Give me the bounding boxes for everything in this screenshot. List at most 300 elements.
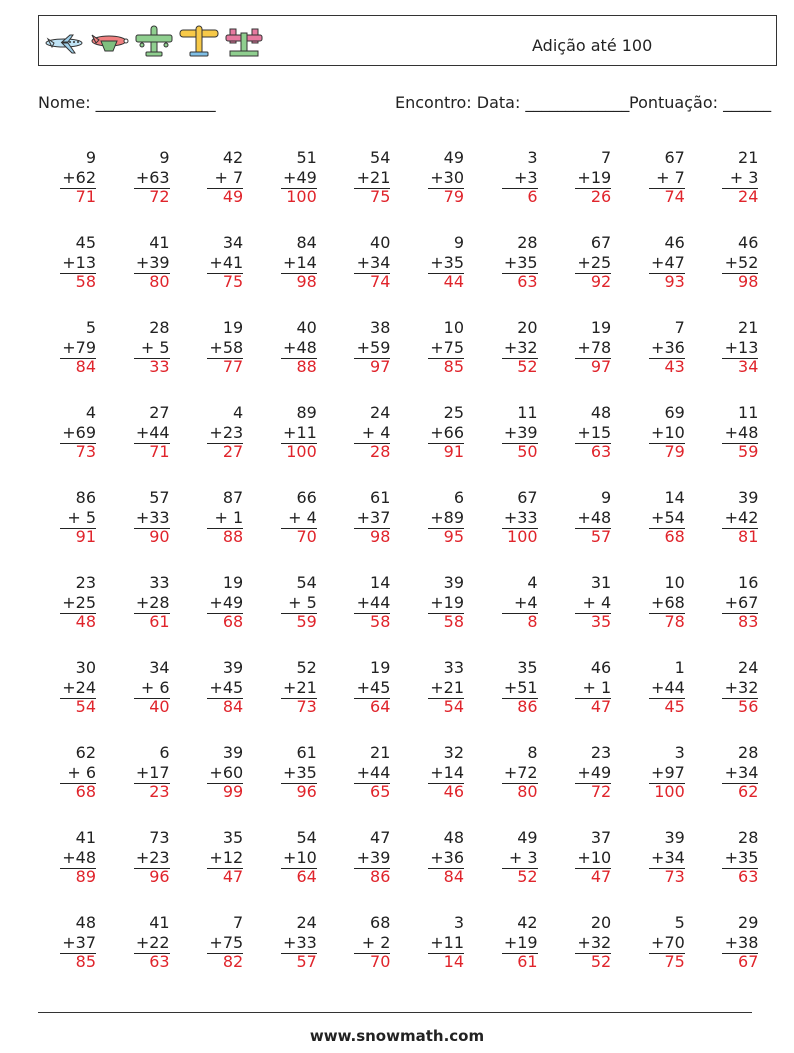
answer: 67 [738, 952, 759, 971]
answer: 65 [370, 782, 391, 801]
answer: 64 [296, 867, 317, 886]
first-addend: 68 [370, 913, 391, 932]
answer: 70 [370, 952, 391, 971]
answer: 63 [517, 272, 538, 291]
second-addend: +35 [283, 762, 317, 782]
answer: 74 [370, 272, 391, 291]
second-addend: +19 [577, 167, 612, 187]
first-addend: 42 [222, 148, 244, 167]
addition-problem [110, 403, 170, 462]
addition-problem [183, 573, 243, 632]
first-addend: 9 [159, 148, 170, 167]
second-addend: +36 [651, 337, 685, 357]
first-addend: 61 [370, 488, 391, 507]
second-addend: +63 [135, 167, 170, 187]
second-addend: +19 [430, 592, 464, 612]
sum-line [281, 188, 317, 189]
addition-problem [478, 148, 538, 207]
sum-line [60, 783, 96, 784]
second-addend: +10 [577, 847, 612, 867]
addition-problem [625, 828, 685, 887]
second-addend: +11 [430, 932, 464, 952]
addition-problem [183, 403, 243, 462]
answer: 28 [370, 442, 391, 461]
first-addend: 38 [370, 318, 391, 337]
first-addend: 33 [149, 573, 170, 592]
addition-problem [36, 658, 96, 717]
second-addend: +34 [356, 252, 391, 272]
addition-problem [698, 573, 758, 632]
addition-problem [36, 233, 96, 292]
answer: 26 [590, 187, 612, 206]
addition-problem [551, 318, 611, 377]
name-field: Nome: _______________ [38, 93, 216, 112]
footer-site: www.snowmath.com [309, 1027, 485, 1045]
sum-line [649, 698, 685, 699]
second-addend: +4 [514, 592, 538, 612]
second-addend: + 1 [214, 507, 244, 527]
second-addend: +75 [209, 932, 244, 952]
first-addend: 28 [738, 743, 759, 762]
sum-line [428, 188, 464, 189]
problem-row [38, 148, 772, 233]
addition-problem [625, 233, 685, 292]
sum-line [60, 698, 96, 699]
answer: 73 [296, 697, 317, 716]
second-addend: +14 [430, 762, 464, 782]
sum-line [575, 358, 611, 359]
answer: 44 [443, 272, 464, 291]
second-addend: +33 [503, 507, 538, 527]
second-addend: +51 [503, 677, 538, 697]
first-addend: 40 [370, 233, 391, 252]
addition-problem [625, 658, 685, 717]
second-addend: +44 [135, 422, 170, 442]
sum-line [502, 953, 538, 954]
first-addend: 21 [738, 148, 759, 167]
sum-line [281, 783, 317, 784]
second-addend: +44 [356, 762, 391, 782]
second-addend: +45 [209, 677, 244, 697]
first-addend: 39 [222, 743, 244, 762]
second-addend: +34 [651, 847, 685, 867]
answer: 63 [149, 952, 170, 971]
first-addend: 34 [149, 658, 170, 677]
answer: 48 [75, 612, 96, 631]
first-addend: 9 [85, 148, 96, 167]
sum-line [502, 698, 538, 699]
airplane-illustrations [42, 21, 267, 61]
sum-line [428, 868, 464, 869]
second-addend: + 5 [140, 337, 170, 357]
worksheet-title: Adição até 100 [532, 36, 653, 55]
addition-problem [478, 828, 538, 887]
sum-line [428, 273, 464, 274]
second-addend: +36 [430, 847, 464, 867]
addition-problem [257, 828, 317, 887]
second-addend: + 6 [140, 677, 170, 697]
answer: 63 [590, 442, 612, 461]
answer: 75 [222, 272, 244, 291]
answer: 91 [443, 442, 464, 461]
first-addend: 3 [453, 913, 464, 932]
first-addend: 24 [296, 913, 317, 932]
addition-problem [183, 233, 243, 292]
sum-line [575, 273, 611, 274]
second-addend: + 2 [361, 932, 391, 952]
answer: 58 [75, 272, 96, 291]
sum-line [60, 528, 96, 529]
answer: 47 [590, 867, 612, 886]
addition-problem [551, 403, 611, 462]
answer: 72 [590, 782, 612, 801]
first-addend: 89 [296, 403, 317, 422]
first-addend: 19 [222, 318, 244, 337]
airplane-green-icon [132, 21, 177, 61]
sum-line [575, 783, 611, 784]
answer: 54 [443, 697, 464, 716]
addition-problem [257, 743, 317, 802]
addition-problem [257, 403, 317, 462]
second-addend: +15 [577, 422, 612, 442]
answer: 45 [664, 697, 685, 716]
second-addend: + 7 [656, 167, 685, 187]
sum-line [428, 953, 464, 954]
addition-problem [183, 318, 243, 377]
second-addend: +23 [135, 847, 170, 867]
problem-row [38, 913, 772, 998]
addition-problem [404, 233, 464, 292]
answer: 88 [222, 527, 244, 546]
addition-problem [698, 658, 758, 717]
addition-problem [698, 233, 758, 292]
first-addend: 8 [527, 743, 538, 762]
addition-problem [257, 318, 317, 377]
sum-line [428, 613, 464, 614]
second-addend: +33 [135, 507, 170, 527]
addition-problem [330, 403, 390, 462]
addition-problem [183, 913, 243, 972]
first-addend: 9 [453, 233, 464, 252]
answer: 71 [149, 442, 170, 461]
second-addend: + 6 [67, 762, 96, 782]
first-addend: 27 [149, 403, 170, 422]
sum-line [575, 443, 611, 444]
answer: 86 [517, 697, 538, 716]
second-addend: +22 [135, 932, 170, 952]
second-addend: + 4 [361, 422, 391, 442]
addition-problem [330, 148, 390, 207]
sum-line [207, 273, 243, 274]
sum-line [354, 528, 390, 529]
addition-problem [330, 233, 390, 292]
problem-row [38, 743, 772, 828]
first-addend: 41 [75, 828, 96, 847]
answer: 100 [286, 187, 317, 206]
first-addend: 23 [590, 743, 612, 762]
first-addend: 39 [664, 828, 685, 847]
first-addend: 3 [674, 743, 685, 762]
sum-line [354, 868, 390, 869]
addition-problem [404, 148, 464, 207]
first-addend: 49 [443, 148, 464, 167]
answer: 75 [370, 187, 391, 206]
addition-problem [404, 488, 464, 547]
addition-problem [698, 318, 758, 377]
addition-problem [551, 658, 611, 717]
answer: 35 [590, 612, 612, 631]
answer: 98 [738, 272, 759, 291]
answer: 99 [222, 782, 244, 801]
second-addend: +34 [724, 762, 759, 782]
first-addend: 37 [590, 828, 612, 847]
answer: 47 [222, 867, 244, 886]
answer: 91 [75, 527, 96, 546]
answer: 46 [443, 782, 464, 801]
addition-problem [330, 488, 390, 547]
second-addend: + 1 [582, 677, 612, 697]
sum-line [722, 868, 758, 869]
second-addend: +35 [724, 847, 759, 867]
second-addend: +41 [209, 252, 244, 272]
addition-problem [625, 403, 685, 462]
answer: 40 [149, 697, 170, 716]
first-addend: 11 [738, 403, 759, 422]
addition-problem [257, 488, 317, 547]
first-addend: 29 [738, 913, 759, 932]
first-addend: 32 [443, 743, 464, 762]
first-addend: 16 [738, 573, 759, 592]
first-addend: 1 [674, 658, 685, 677]
second-addend: +66 [430, 422, 464, 442]
second-addend: +49 [209, 592, 244, 612]
first-addend: 34 [222, 233, 244, 252]
addition-problem [110, 318, 170, 377]
answer: 93 [664, 272, 685, 291]
first-addend: 31 [590, 573, 612, 592]
answer: 68 [75, 782, 96, 801]
second-addend: +35 [503, 252, 538, 272]
answer: 96 [149, 867, 170, 886]
sum-line [281, 528, 317, 529]
second-addend: +70 [651, 932, 685, 952]
answer: 77 [222, 357, 244, 376]
second-addend: + 3 [508, 847, 538, 867]
sum-line [428, 783, 464, 784]
answer: 84 [443, 867, 464, 886]
second-addend: +44 [356, 592, 391, 612]
answer: 8 [527, 612, 538, 631]
sum-line [134, 613, 170, 614]
answer: 56 [738, 697, 759, 716]
addition-problem [698, 913, 758, 972]
second-addend: +37 [356, 507, 391, 527]
second-addend: +49 [283, 167, 317, 187]
sum-line [134, 188, 170, 189]
answer: 14 [443, 952, 464, 971]
second-addend: + 5 [288, 592, 317, 612]
second-addend: +48 [724, 422, 759, 442]
second-addend: +47 [651, 252, 685, 272]
sum-line [575, 528, 611, 529]
sum-line [502, 358, 538, 359]
answer: 73 [75, 442, 96, 461]
second-addend: +78 [577, 337, 612, 357]
first-addend: 35 [517, 658, 538, 677]
first-addend: 67 [590, 233, 612, 252]
second-addend: +32 [724, 677, 759, 697]
sum-line [354, 953, 390, 954]
sum-line [502, 783, 538, 784]
addition-problem [551, 913, 611, 972]
addition-problem [257, 148, 317, 207]
first-addend: 84 [296, 233, 317, 252]
sum-line [649, 273, 685, 274]
first-addend: 28 [738, 828, 759, 847]
addition-problem [478, 658, 538, 717]
answer: 85 [75, 952, 96, 971]
addition-problem [257, 233, 317, 292]
answer: 95 [443, 527, 464, 546]
first-addend: 19 [222, 573, 244, 592]
answer: 27 [222, 442, 244, 461]
second-addend: + 5 [67, 507, 96, 527]
first-addend: 14 [664, 488, 685, 507]
sum-line [722, 528, 758, 529]
sum-line [134, 358, 170, 359]
sum-line [354, 613, 390, 614]
sum-line [134, 698, 170, 699]
sum-line [281, 868, 317, 869]
second-addend: +37 [62, 932, 96, 952]
answer: 88 [296, 357, 317, 376]
second-addend: +32 [503, 337, 538, 357]
second-addend: +60 [209, 762, 244, 782]
sum-line [722, 613, 758, 614]
answer: 64 [370, 697, 391, 716]
first-addend: 3 [527, 148, 538, 167]
addition-problem [698, 743, 758, 802]
sum-line [60, 443, 96, 444]
first-addend: 30 [75, 658, 96, 677]
addition-problem [625, 488, 685, 547]
addition-problem [698, 828, 758, 887]
addition-problem [110, 573, 170, 632]
first-addend: 73 [149, 828, 170, 847]
second-addend: + 3 [729, 167, 759, 187]
first-addend: 20 [517, 318, 538, 337]
addition-problem [330, 318, 390, 377]
second-addend: +49 [577, 762, 612, 782]
problem-row [38, 658, 772, 743]
answer: 58 [370, 612, 391, 631]
addition-problem [698, 488, 758, 547]
second-addend: +13 [724, 337, 759, 357]
first-addend: 49 [517, 828, 538, 847]
addition-problem [478, 233, 538, 292]
second-addend: +67 [724, 592, 759, 612]
sum-line [722, 698, 758, 699]
addition-problem [183, 658, 243, 717]
first-addend: 62 [75, 743, 96, 762]
first-addend: 5 [85, 318, 96, 337]
second-addend: +3 [514, 167, 538, 187]
addition-problem [478, 913, 538, 972]
first-addend: 46 [664, 233, 685, 252]
answer: 74 [664, 187, 685, 206]
answer: 68 [664, 527, 685, 546]
first-addend: 28 [149, 318, 170, 337]
addition-problem [110, 658, 170, 717]
second-addend: +30 [430, 167, 464, 187]
addition-problem [110, 828, 170, 887]
answer: 97 [370, 357, 391, 376]
first-addend: 24 [738, 658, 759, 677]
second-addend: +72 [503, 762, 538, 782]
date-field: Encontro: Data: _____________ [395, 93, 630, 112]
answer: 57 [296, 952, 317, 971]
first-addend: 48 [590, 403, 612, 422]
addition-problem [551, 743, 611, 802]
second-addend: +59 [356, 337, 391, 357]
sum-line [502, 613, 538, 614]
answer: 68 [222, 612, 244, 631]
answer: 52 [590, 952, 612, 971]
first-addend: 41 [149, 913, 170, 932]
first-addend: 35 [222, 828, 244, 847]
sum-line [354, 443, 390, 444]
second-addend: +69 [62, 422, 96, 442]
answer: 80 [517, 782, 538, 801]
sum-line [60, 188, 96, 189]
answer: 83 [738, 612, 759, 631]
first-addend: 14 [370, 573, 391, 592]
airplane-yellow-icon [177, 21, 222, 61]
first-addend: 54 [296, 828, 317, 847]
answer: 6 [527, 187, 538, 206]
first-addend: 4 [527, 573, 538, 592]
sum-line [502, 443, 538, 444]
first-addend: 10 [443, 318, 464, 337]
answer: 50 [517, 442, 538, 461]
sum-line [575, 698, 611, 699]
second-addend: +23 [209, 422, 244, 442]
answer: 97 [590, 357, 612, 376]
sum-line [60, 868, 96, 869]
first-addend: 7 [233, 913, 244, 932]
sum-line [281, 273, 317, 274]
first-addend: 48 [75, 913, 96, 932]
addition-problem [625, 148, 685, 207]
second-addend: +42 [724, 507, 759, 527]
second-addend: +75 [430, 337, 464, 357]
addition-problem [478, 488, 538, 547]
sum-line [207, 868, 243, 869]
sum-line [60, 273, 96, 274]
sum-line [207, 358, 243, 359]
addition-problem [257, 573, 317, 632]
addition-problem [257, 658, 317, 717]
first-addend: 33 [443, 658, 464, 677]
first-addend: 42 [517, 913, 538, 932]
sum-line [207, 953, 243, 954]
second-addend: +48 [62, 847, 96, 867]
first-addend: 28 [517, 233, 538, 252]
answer: 85 [443, 357, 464, 376]
answer: 59 [296, 612, 317, 631]
sum-line [281, 358, 317, 359]
addition-problem [330, 828, 390, 887]
